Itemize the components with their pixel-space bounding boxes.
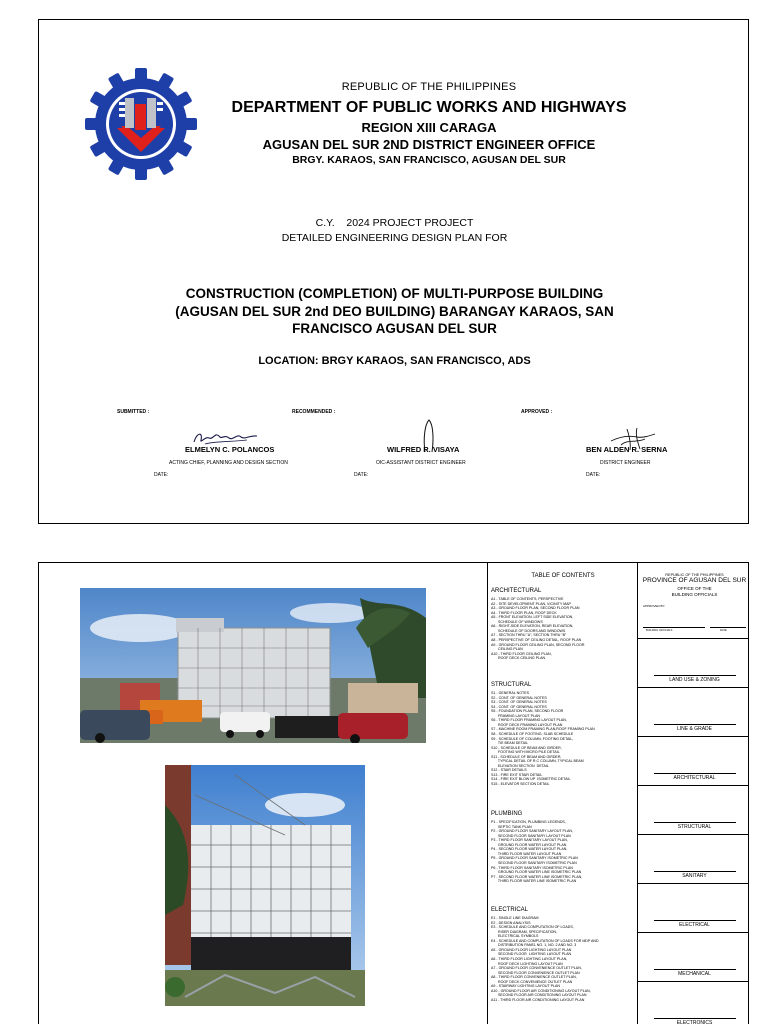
toc-item: P4 - SECOND FLOOR WATER LAYOUT PLAN, xyxy=(491,847,568,852)
discipline-box xyxy=(638,981,749,1024)
dpwh-gear-logo-icon xyxy=(83,66,199,182)
toc-item: TIE BEAM DETAIL xyxy=(491,741,529,746)
discipline-label: ELECTRONICS xyxy=(676,1020,713,1024)
toc-item: P3 - THIRD FLOOR SANITARY LAYOUT PLAN, xyxy=(491,838,568,843)
toc-item: ROOF DECK CONVENIENCE OUTLET PLAN xyxy=(491,979,573,984)
discipline-box xyxy=(638,834,749,883)
office-heading: AGUSAN DEL SUR 2ND DISTRICT ENGINEER OFFICE xyxy=(262,137,596,152)
toc-item: P2 - GROUND FLOOR SANITARY LAYOUT PLAN, xyxy=(491,829,573,834)
toc-item: A1 - TABLE OF CONTENTS, PERSPECTIVE xyxy=(491,597,564,601)
toc-item: ROOF DECK CEILING PLAN xyxy=(491,656,546,661)
building-official-panel xyxy=(637,563,749,1024)
toc-item: A4 - THIRD FLOOR PLAN, ROOF DECK xyxy=(491,610,557,615)
project-location: LOCATION: BRGY KARAOS, SAN FRANCISCO, ADS xyxy=(258,355,531,367)
toc-item: A10 - THIRD FLOOR CEILING PLAN, xyxy=(491,651,552,656)
project-title-line: FRANCISCO AGUSAN DEL SUR xyxy=(292,321,497,336)
table-of-contents xyxy=(487,563,637,1024)
toc-item: P5 - GROUND FLOOR SANITARY ISOMETRIC PLAN xyxy=(491,856,578,861)
toc-item: SEPTIC TANK PLAN xyxy=(491,824,532,829)
toc-item: S11 - SCHEDULE OF BEAM AND GIRDER, xyxy=(491,754,562,759)
toc-item: SECOND FLOOR SANITARY LAYOUT PLAN xyxy=(491,833,571,838)
toc-item: TYPICAL DETAIL OF R.C COLUMN, TYPICAL BEAM xyxy=(491,759,584,764)
recommended-date: DATE: xyxy=(354,472,369,478)
building-photo-front xyxy=(80,588,426,743)
toc-item: DISTRIBUTION PANEL NO. 1, NO. 2 AND NO. 3 xyxy=(491,943,577,948)
toc-item: SECOND FLOOR CONVENIENCE OUTLET PLAN xyxy=(491,970,580,975)
discipline-signature-line xyxy=(654,969,736,970)
discipline-label: ARCHITECTURAL xyxy=(673,775,716,781)
discipline-label: LAND USE & ZONING xyxy=(669,677,720,683)
toc-item: THIRD FLOOR WATER LAYOUT PLAN xyxy=(491,851,562,856)
toc-section-heading: ARCHITECTURAL xyxy=(491,588,542,594)
toc-item: S5 - FOUNDATION PLAN, SECOND FLOOR xyxy=(491,709,564,714)
toc-item: S15 - ELEVATOR SECTION DETAIL xyxy=(491,782,550,786)
toc-item: SCHEDULE OF WINDOWS xyxy=(491,619,543,624)
toc-section-heading: ELECTRICAL xyxy=(491,907,529,913)
toc-item: A8 - THIRD FLOOR CONVENIENCE OUTLET PLAN, xyxy=(491,975,577,980)
recommended-label: RECOMMENDED : xyxy=(292,409,336,415)
toc-item: FRAMING LAYOUT PLAN xyxy=(491,713,540,718)
discipline-signature-line xyxy=(654,871,736,872)
toc-item: S6 - THIRD FLOOR FRAMING LAYOUT PLAN, xyxy=(491,718,567,723)
toc-item: A7 - GROUND FLOOR CONVENIENCE OUTLET PLAN, xyxy=(491,966,582,971)
approved-date: DATE: xyxy=(586,472,601,478)
discipline-box xyxy=(638,932,749,981)
side-province: PROVINCE OF AGUSAN DEL SUR xyxy=(642,577,747,584)
discipline-signature-line xyxy=(654,724,736,725)
toc-item: FOOTING WITH MICRO PILE DETAIL xyxy=(491,750,560,755)
submitted-label: SUBMITTED : xyxy=(117,409,150,415)
toc-item: SECOND FLOOR SANITARY ISOMETRIC PLAN xyxy=(491,860,577,865)
recommended-position: OIC-ASSISTANT DISTRICT ENGINEER xyxy=(376,460,466,466)
project-title-line: (AGUSAN DEL SUR 2nd DEO BUILDING) BARANGAY KARAOS, SAN xyxy=(175,304,614,319)
discipline-label: STRUCTURAL xyxy=(677,824,712,830)
toc-item: S3 - CONT. OF GENERAL NOTES xyxy=(491,700,547,705)
discipline-box xyxy=(638,687,749,736)
toc-item: S2 - CONT. OF GENERAL NOTES xyxy=(491,695,547,700)
toc-item: S12 - STAIR DETAILS xyxy=(491,768,527,773)
date-line xyxy=(710,627,746,628)
toc-item: A3 - GROUND FLOOR PLAN, SECOND FLOOR PLAN xyxy=(491,606,580,611)
toc-item: SECOND FLOOR AIR CONDITIONING LAYOUT PLAN xyxy=(491,993,587,998)
submitted-position: ACTING CHIEF, PLANNING AND DESIGN SECTION xyxy=(169,460,288,466)
discipline-label: MECHANICAL xyxy=(678,971,711,977)
toc-item: E4 - SCHEDULE AND COMPUTATION OF LOADS FOR MDP AND xyxy=(491,938,599,943)
side-date-label: DATE xyxy=(720,629,727,632)
toc-item: ELEVATION SECTION DETAIL xyxy=(491,763,549,768)
discipline-signature-line xyxy=(654,822,736,823)
toc-item: A2 - SITE DEVELOPMENT PLAN, VICINITY MAP xyxy=(491,601,571,606)
toc-item: P1 - SPECIFICATION, PLUMBING LEGENDS, xyxy=(491,820,566,824)
toc-item: A5 - GROUND FLOOR LIGHTING LAYOUT PLAN xyxy=(491,947,572,952)
toc-item: S8 - SCHEDULE OF FOOTING, SLAB SCHEDULE xyxy=(491,731,574,736)
side-office xyxy=(638,586,749,597)
discipline-label: LINE & GRADE xyxy=(676,726,712,732)
toc-item: A9 - STAIRWAY LIGHTING LAYOUT PLAN xyxy=(491,984,560,989)
discipline-box xyxy=(638,638,749,687)
discipline-box xyxy=(638,736,749,785)
discipline-label: ELECTRICAL xyxy=(679,922,710,928)
toc-item: SECOND FLOOR LIGHTING LAYOUT PLAN xyxy=(491,952,572,957)
toc-item: S1 - GENERAL NOTES xyxy=(491,691,530,695)
toc-item: A6 - RIGHT-SIDE ELEVATION, REAR ELEVATION, xyxy=(491,624,574,629)
signature-line xyxy=(643,627,705,628)
toc-item: ROOF DECK FRAMING LAYOUT PLAN xyxy=(491,722,563,727)
region-heading: REGION XIII CARAGA xyxy=(361,120,497,135)
toc-item: SCHEDULE OF DOORS AND WINDOWS xyxy=(491,628,566,633)
perspective-sheet xyxy=(38,562,749,1024)
toc-item: CEILING PLAN xyxy=(491,647,523,652)
toc-item: S9 - SCHEDULE OF COLUMN, FOOTING DETAIL, xyxy=(491,736,574,741)
toc-item: S13 - FIRE EXIT STAIR DETAIL xyxy=(491,772,543,777)
toc-item: A6 - THIRD FLOOR LIGHTING LAYOUT PLAN, xyxy=(491,956,568,961)
side-republic: REPUBLIC OF THE PHILIPPINES xyxy=(665,573,724,577)
discipline-signature-line xyxy=(654,773,736,774)
republic-heading: REPUBLIC OF THE PHILIPPINES xyxy=(341,81,517,93)
toc-item: P6 - THIRD FLOOR SANITARY ISOMETRIC PLAN xyxy=(491,865,573,870)
toc-item: A5 - FRONT ELEVATION, LEFT SIDE ELEVATION, xyxy=(491,615,574,620)
toc-item: S4 - CONT. OF GENERAL NOTES xyxy=(491,704,547,709)
toc-item: THIRD FLOOR WATER LINE ISOMETRIC PLAN xyxy=(491,879,577,884)
discipline-signature-line xyxy=(654,920,736,921)
discipline-signature-line xyxy=(654,1018,736,1019)
address-heading: BRGY. KARAOS, SAN FRANCISCO, AGUSAN DEL SUR xyxy=(292,154,566,166)
toc-item: GROUND FLOOR WATER LINE ISOMETRIC PLAN xyxy=(491,870,582,875)
toc-item: GROUND FLOOR WATER LAYOUT PLAN xyxy=(491,842,567,847)
side-approved-label: APPROVED BY: xyxy=(643,604,666,608)
toc-item: P7 - SECOND FLOOR WATER LINE ISOMETRIC PLAN, xyxy=(491,874,583,879)
toc-item: S10 - SCHEDULE OF BEAM AND GIRDER, xyxy=(491,745,562,750)
recommended-name: WILFRED R. VISAYA xyxy=(387,445,460,454)
toc-item: S7 - MACHINE ROOM FRAMING PLAN,ROOF FRAMING PLAN xyxy=(491,727,595,732)
department-heading: DEPARTMENT OF PUBLIC WORKS AND HIGHWAYS xyxy=(231,99,627,116)
calendar-year-line: C.Y. 2024 PROJECT PROJECT xyxy=(315,217,474,229)
project-title-line: CONSTRUCTION (COMPLETION) OF MULTI-PURPOSE BUILDING xyxy=(185,286,604,301)
toc-item: A11 - THIRD FLOOR AIR CONDITIONING LAYOUT PLAN xyxy=(491,997,585,1002)
discipline-signature-line xyxy=(654,675,736,676)
building-photo-side xyxy=(165,765,365,1006)
toc-item: ELECTRICAL SYMBOLS xyxy=(491,934,539,939)
discipline-label: SANITARY xyxy=(682,873,707,879)
side-office-line: BUILDING OFFICIALS xyxy=(671,591,718,597)
submitted-date: DATE: xyxy=(154,472,169,478)
title-sheet xyxy=(38,19,749,524)
discipline-box xyxy=(638,883,749,932)
toc-item: E2 - DESIGN ANALYSIS xyxy=(491,920,531,925)
toc-title: TABLE OF CONTENTS xyxy=(531,573,595,579)
toc-item: A10 - GROUND FLOOR AIR CONDITIONING LAYOUT PLAN, xyxy=(491,988,591,993)
side-building-official-label: BUILDING OFFICIALS xyxy=(646,629,673,632)
toc-item: A8 - PERSPECTIVE OF CEILING DETAIL, ROOF PLAN xyxy=(491,637,582,642)
toc-item: E1 - SINGLE LINE DIAGRAM xyxy=(491,916,539,920)
toc-section-heading: PLUMBING xyxy=(491,811,523,817)
side-office-line: OFFICE OF THE xyxy=(677,586,712,591)
approved-position: DISTRICT ENGINEER xyxy=(600,460,651,466)
toc-item: RISER DIAGRAM, SPECIFICATION, xyxy=(491,929,558,934)
toc-item: A9 - GROUND FLOOR CEILING PLAN, SECOND FLOOR xyxy=(491,642,585,647)
approved-label: APPROVED : xyxy=(521,409,553,415)
submitted-name: ELMELYN C. POLANCOS xyxy=(185,445,275,454)
approved-name: BEN ALDEN R. SERNA xyxy=(586,445,668,454)
plan-description-line: DETAILED ENGINEERING DESIGN PLAN FOR xyxy=(281,232,508,244)
toc-section-heading: STRUCTURAL xyxy=(491,682,532,688)
toc-item: E3 - SCHEDULE AND COMPUTATION OF LOADS, xyxy=(491,925,574,930)
discipline-box xyxy=(638,785,749,834)
toc-item: A7 - SECTION THRU "A", SECTION THRU "B" xyxy=(491,633,567,638)
toc-item: S14 - FIRE EXIT BLOW UP ISOMETRIC DETAIL xyxy=(491,777,571,782)
toc-item: ROOF DECK LIGHTING LAYOUT PLAN xyxy=(491,961,563,966)
